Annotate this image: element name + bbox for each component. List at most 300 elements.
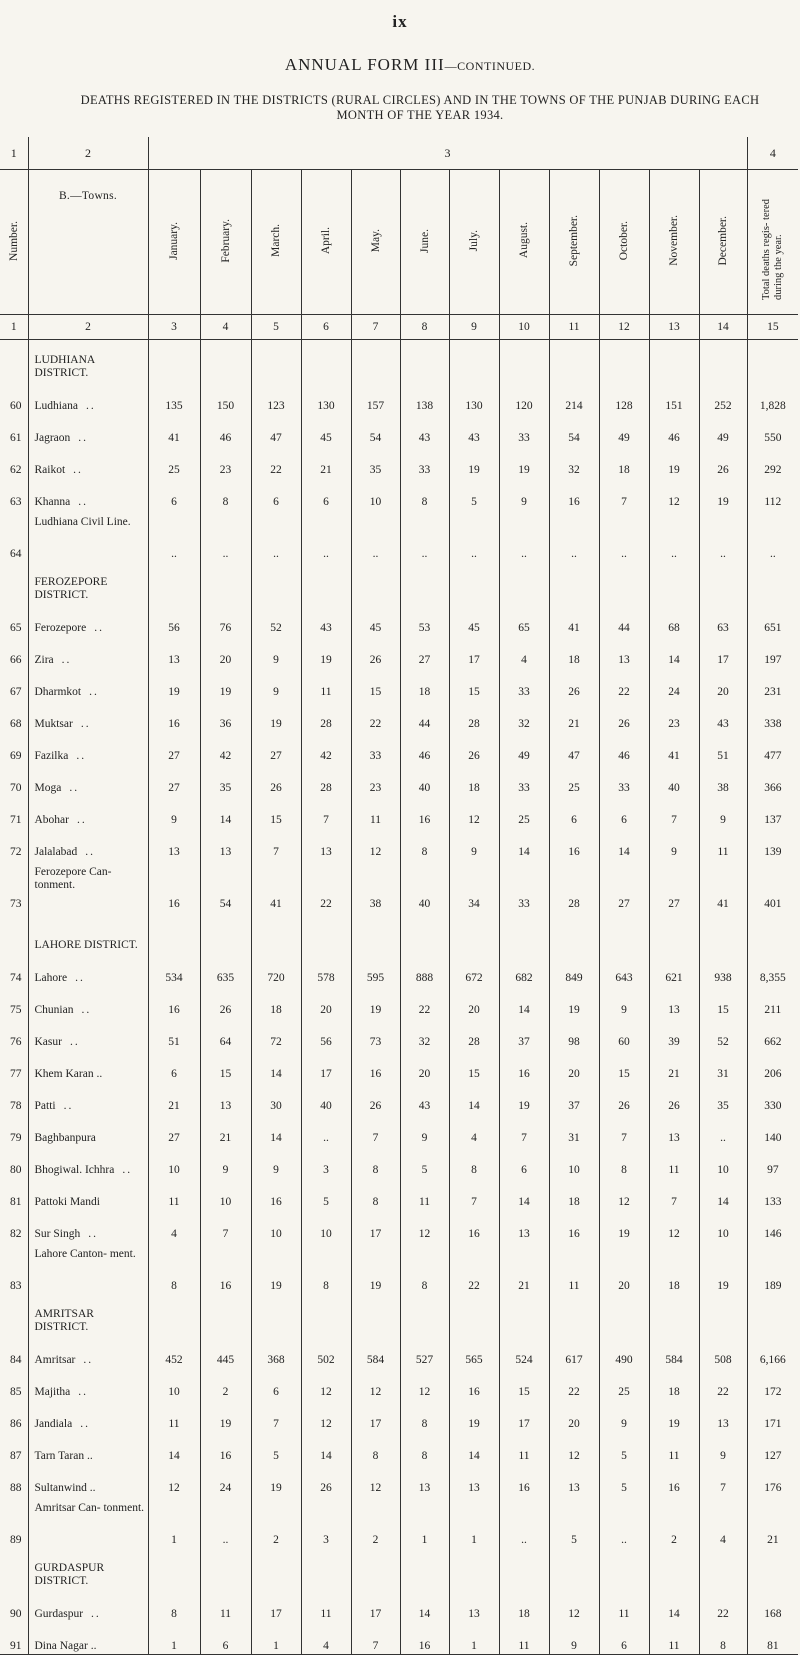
empty-cell bbox=[599, 1548, 649, 1590]
month-value-cell: 7 bbox=[699, 1464, 747, 1496]
empty-cell bbox=[400, 340, 449, 383]
month-value-cell: 19 bbox=[699, 1242, 747, 1294]
month-value-cell: 60 bbox=[599, 1018, 649, 1050]
month-value-cell: 23 bbox=[200, 446, 251, 478]
town-name-cell bbox=[28, 1018, 148, 1050]
empty-cell bbox=[449, 340, 499, 383]
total-value-cell: 168 bbox=[764, 1608, 782, 1620]
row-number-cell: 63 bbox=[0, 478, 28, 510]
month-value-cell: 578 bbox=[301, 954, 351, 986]
total-value-cell: 6,166 bbox=[759, 1354, 786, 1366]
total-value-cell: 550 bbox=[764, 432, 782, 444]
empty-cell bbox=[549, 912, 599, 954]
month-value-cell: 16 bbox=[351, 1050, 400, 1082]
town-name-cell bbox=[28, 796, 148, 828]
leader-dots: .. bbox=[77, 814, 87, 826]
empty-cell bbox=[549, 562, 599, 604]
town-name-cell bbox=[28, 954, 148, 986]
table-row bbox=[0, 414, 798, 446]
town-name: Kasur bbox=[34, 1036, 62, 1048]
month-value-cell: 19 bbox=[549, 986, 599, 1018]
town-name-cell bbox=[28, 828, 148, 860]
month-value-cell: .. bbox=[499, 1496, 549, 1548]
month-value-cell: 27 bbox=[148, 732, 200, 764]
month-value-cell: 3 bbox=[301, 1146, 351, 1178]
month-value-cell: 14 bbox=[400, 1590, 449, 1622]
month-value-cell: 14 bbox=[148, 1432, 200, 1464]
empty-cell bbox=[699, 1548, 747, 1590]
header-december-label: December. bbox=[717, 215, 730, 266]
empty-cell bbox=[251, 1294, 301, 1336]
row-number-cell: 79 bbox=[0, 1114, 28, 1146]
month-value-cell: 18 bbox=[649, 1368, 699, 1400]
month-value-cell: 11 bbox=[499, 1432, 549, 1464]
month-value-cell: 26 bbox=[351, 636, 400, 668]
month-value-cell: 14 bbox=[449, 1432, 499, 1464]
month-value-cell: 34 bbox=[449, 860, 499, 912]
total-value-cell: 8,355 bbox=[759, 972, 786, 984]
month-value-cell: 52 bbox=[251, 604, 301, 636]
month-value-cell: 3 bbox=[301, 1496, 351, 1548]
total-value-cell: 176 bbox=[764, 1482, 782, 1494]
town-name-cell bbox=[28, 1432, 148, 1464]
month-value-cell: 28 bbox=[301, 764, 351, 796]
town-name-cell bbox=[28, 1496, 148, 1548]
month-value-cell: 11 bbox=[200, 1590, 251, 1622]
empty-cell bbox=[549, 1548, 599, 1590]
month-value-cell: 151 bbox=[649, 382, 699, 414]
month-value-cell: 16 bbox=[499, 1050, 549, 1082]
month-value-cell: 25 bbox=[499, 796, 549, 828]
month-value-cell: 33 bbox=[351, 732, 400, 764]
month-value-cell: 18 bbox=[649, 1242, 699, 1294]
index-row bbox=[0, 315, 798, 340]
month-value-cell: 13 bbox=[549, 1464, 599, 1496]
month-value-cell: .. bbox=[499, 510, 549, 562]
month-value-cell: 7 bbox=[351, 1622, 400, 1655]
month-value-cell: 10 bbox=[699, 1146, 747, 1178]
empty-cell bbox=[649, 562, 699, 604]
month-value-cell: 6 bbox=[251, 1368, 301, 1400]
empty-cell bbox=[400, 912, 449, 954]
row-number-cell: 64 bbox=[0, 510, 28, 562]
month-value-cell: 16 bbox=[148, 986, 200, 1018]
month-value-cell: 9 bbox=[599, 1400, 649, 1432]
month-value-cell: 584 bbox=[649, 1336, 699, 1368]
month-value-cell: 45 bbox=[449, 604, 499, 636]
month-value-cell: 13 bbox=[148, 636, 200, 668]
subtitle-line-1: DEATHS REGISTERED IN THE DISTRICTS (RURAL CIRCLES) AND IN THE TOWNS OF THE PUNJAB DURING EACH bbox=[80, 93, 760, 107]
empty-cell bbox=[301, 912, 351, 954]
town-name-cell bbox=[28, 764, 148, 796]
table-subtitle bbox=[40, 93, 800, 123]
month-value-cell: 18 bbox=[599, 446, 649, 478]
month-value-cell: 138 bbox=[400, 382, 449, 414]
header-december bbox=[699, 170, 747, 315]
town-name: Sur Singh bbox=[34, 1228, 81, 1240]
month-value-cell: 37 bbox=[499, 1018, 549, 1050]
month-value-cell: 15 bbox=[499, 1368, 549, 1400]
row-number-cell: 84 bbox=[0, 1336, 28, 1368]
header-may bbox=[351, 170, 400, 315]
month-value-cell: 6 bbox=[599, 796, 649, 828]
month-value-cell: 15 bbox=[200, 1050, 251, 1082]
deaths-table bbox=[0, 137, 798, 1655]
month-value-cell: 135 bbox=[148, 382, 200, 414]
month-value-cell: 7 bbox=[351, 1114, 400, 1146]
town-name-cell bbox=[28, 382, 148, 414]
header-october bbox=[599, 170, 649, 315]
district-heading: FEROZEPORE DISTRICT. bbox=[28, 562, 148, 604]
month-value-cell: 5 bbox=[599, 1432, 649, 1464]
month-value-cell: 17 bbox=[699, 636, 747, 668]
month-value-cell: 22 bbox=[699, 1368, 747, 1400]
month-value-cell: .. bbox=[301, 510, 351, 562]
month-value-cell: 13 bbox=[148, 828, 200, 860]
empty-cell bbox=[200, 1294, 251, 1336]
month-value-cell: .. bbox=[549, 510, 599, 562]
empty-cell bbox=[649, 340, 699, 383]
month-value-cell: 6 bbox=[599, 1622, 649, 1655]
empty-cell bbox=[351, 912, 400, 954]
index-cell: 10 bbox=[499, 315, 549, 340]
month-value-cell: 22 bbox=[699, 1590, 747, 1622]
month-value-cell: .. bbox=[699, 510, 747, 562]
colnum-4: 4 bbox=[747, 137, 798, 170]
town-name-cell bbox=[28, 478, 148, 510]
month-value-cell: 15 bbox=[351, 668, 400, 700]
month-value-cell: 40 bbox=[649, 764, 699, 796]
month-value-cell: .. bbox=[251, 510, 301, 562]
empty-cell bbox=[747, 1548, 798, 1590]
month-value-cell: 19 bbox=[251, 700, 301, 732]
town-name: Jagraon bbox=[34, 432, 71, 444]
index-cell: 15 bbox=[747, 315, 798, 340]
month-value-cell: 565 bbox=[449, 1336, 499, 1368]
empty-cell bbox=[301, 340, 351, 383]
total-value-cell: 477 bbox=[764, 750, 782, 762]
month-value-cell: 15 bbox=[449, 668, 499, 700]
leader-dots: .. bbox=[78, 1386, 89, 1398]
header-march bbox=[251, 170, 301, 315]
month-value-cell: 635 bbox=[200, 954, 251, 986]
row-number-cell: 72 bbox=[0, 828, 28, 860]
month-value-cell: 41 bbox=[549, 604, 599, 636]
form-title-suffix: —CONTINUED. bbox=[444, 59, 536, 73]
header-august bbox=[499, 170, 549, 315]
month-value-cell: 41 bbox=[649, 732, 699, 764]
month-value-cell: 8 bbox=[400, 1432, 449, 1464]
empty-cell bbox=[499, 1548, 549, 1590]
month-value-cell: 16 bbox=[148, 700, 200, 732]
town-name: Amritsar Can- tonment. bbox=[34, 1502, 145, 1514]
row-number-cell: 82 bbox=[0, 1210, 28, 1242]
town-name: Dina Nagar .. bbox=[34, 1640, 97, 1652]
town-name: Jandiala bbox=[34, 1418, 73, 1430]
empty-cell bbox=[649, 912, 699, 954]
month-value-cell: 25 bbox=[599, 1368, 649, 1400]
month-value-cell: 43 bbox=[400, 414, 449, 446]
month-value-cell: 54 bbox=[200, 860, 251, 912]
month-value-cell: .. bbox=[148, 510, 200, 562]
total-value-cell: 1,828 bbox=[759, 400, 786, 412]
table-row bbox=[0, 1622, 798, 1655]
table-row bbox=[0, 1432, 798, 1464]
row-number-cell: 66 bbox=[0, 636, 28, 668]
month-value-cell: 13 bbox=[449, 1590, 499, 1622]
month-value-cell: 65 bbox=[499, 604, 549, 636]
header-june bbox=[400, 170, 449, 315]
month-value-cell: 9 bbox=[549, 1622, 599, 1655]
total-value-cell: 97 bbox=[767, 1164, 779, 1176]
month-value-cell: 26 bbox=[599, 1082, 649, 1114]
month-value-cell: 38 bbox=[351, 860, 400, 912]
table-row bbox=[0, 636, 798, 668]
month-value-cell: 46 bbox=[599, 732, 649, 764]
month-value-cell: 849 bbox=[549, 954, 599, 986]
month-value-cell: 19 bbox=[599, 1210, 649, 1242]
month-value-cell: 7 bbox=[449, 1178, 499, 1210]
header-total bbox=[747, 170, 798, 315]
empty-cell bbox=[351, 340, 400, 383]
town-name-cell bbox=[28, 1590, 148, 1622]
month-value-cell: 16 bbox=[449, 1210, 499, 1242]
month-value-cell: 9 bbox=[148, 796, 200, 828]
total-value-cell: 127 bbox=[764, 1450, 782, 1462]
month-value-cell: 120 bbox=[499, 382, 549, 414]
month-value-cell: 26 bbox=[301, 1464, 351, 1496]
month-value-cell: 19 bbox=[301, 636, 351, 668]
month-value-cell: 8 bbox=[351, 1178, 400, 1210]
town-name-cell bbox=[28, 986, 148, 1018]
empty-cell bbox=[549, 1294, 599, 1336]
month-value-cell: 23 bbox=[351, 764, 400, 796]
leader-dots: .. bbox=[73, 464, 83, 476]
month-value-cell: 17 bbox=[301, 1050, 351, 1082]
table-row bbox=[0, 1590, 798, 1622]
month-value-cell: 8 bbox=[200, 478, 251, 510]
header-november bbox=[649, 170, 699, 315]
index-cell: 1 bbox=[0, 315, 28, 340]
month-value-cell: 28 bbox=[301, 700, 351, 732]
month-value-cell: .. bbox=[699, 1114, 747, 1146]
month-value-cell: 20 bbox=[549, 1400, 599, 1432]
total-value-cell: 139 bbox=[764, 846, 782, 858]
month-value-cell: 6 bbox=[200, 1622, 251, 1655]
table-row bbox=[0, 604, 798, 636]
month-value-cell: 13 bbox=[200, 828, 251, 860]
month-value-cell: 11 bbox=[599, 1590, 649, 1622]
month-value-cell: 47 bbox=[549, 732, 599, 764]
empty-cell bbox=[400, 562, 449, 604]
month-value-cell: 14 bbox=[301, 1432, 351, 1464]
empty-cell bbox=[747, 562, 798, 604]
month-value-cell: 16 bbox=[400, 1622, 449, 1655]
index-cell: 5 bbox=[251, 315, 301, 340]
month-value-cell: 19 bbox=[251, 1242, 301, 1294]
index-cell: 7 bbox=[351, 315, 400, 340]
month-value-cell: 44 bbox=[400, 700, 449, 732]
month-value-cell: 68 bbox=[649, 604, 699, 636]
header-september bbox=[549, 170, 599, 315]
month-value-cell: 1 bbox=[400, 1496, 449, 1548]
empty-cell bbox=[449, 912, 499, 954]
leader-dots: .. bbox=[88, 1228, 98, 1240]
row-number-cell: 91 bbox=[0, 1622, 28, 1655]
table-row bbox=[0, 1050, 798, 1082]
total-value-cell: 112 bbox=[764, 496, 782, 508]
town-name-cell bbox=[28, 446, 148, 478]
month-value-cell: 22 bbox=[549, 1368, 599, 1400]
month-value-cell: 21 bbox=[200, 1114, 251, 1146]
town-name-cell bbox=[28, 1050, 148, 1082]
district-heading: LUDHIANA DISTRICT. bbox=[28, 340, 148, 383]
month-value-cell: 9 bbox=[251, 636, 301, 668]
colnum-1: 1 bbox=[0, 137, 28, 170]
month-value-cell: 14 bbox=[200, 796, 251, 828]
month-value-cell: 15 bbox=[449, 1050, 499, 1082]
month-value-cell: 12 bbox=[649, 478, 699, 510]
month-value-cell: 8 bbox=[599, 1146, 649, 1178]
month-value-cell: 6 bbox=[148, 1050, 200, 1082]
month-value-cell: 13 bbox=[400, 1464, 449, 1496]
month-value-cell: 19 bbox=[649, 1400, 699, 1432]
table-row bbox=[0, 478, 798, 510]
colnum-3: 3 bbox=[148, 137, 747, 170]
month-value-cell: 32 bbox=[400, 1018, 449, 1050]
empty-cell bbox=[747, 340, 798, 383]
leader-dots: .. bbox=[75, 972, 85, 984]
empty-cell bbox=[599, 1294, 649, 1336]
town-name-cell bbox=[28, 700, 148, 732]
empty-cell bbox=[499, 340, 549, 383]
month-value-cell: 16 bbox=[449, 1368, 499, 1400]
row-number-cell: 88 bbox=[0, 1464, 28, 1496]
month-value-cell: 5 bbox=[251, 1432, 301, 1464]
month-value-cell: 11 bbox=[649, 1622, 699, 1655]
empty-cell bbox=[200, 1548, 251, 1590]
month-value-cell: 28 bbox=[449, 1018, 499, 1050]
month-value-cell: 18 bbox=[251, 986, 301, 1018]
town-name-cell bbox=[28, 510, 148, 562]
town-name: Lahore Canton- ment. bbox=[34, 1248, 136, 1260]
month-value-cell: 14 bbox=[599, 828, 649, 860]
town-name-cell bbox=[28, 1368, 148, 1400]
month-value-cell: 16 bbox=[549, 478, 599, 510]
month-value-cell: 16 bbox=[200, 1242, 251, 1294]
total-value-cell: 401 bbox=[764, 898, 782, 910]
town-name: Ferozepore Can- tonment. bbox=[34, 866, 112, 891]
month-value-cell: 6 bbox=[251, 478, 301, 510]
month-value-cell: 13 bbox=[699, 1400, 747, 1432]
town-name: Khanna bbox=[34, 496, 71, 508]
row-number-cell: 90 bbox=[0, 1590, 28, 1622]
month-value-cell: 27 bbox=[400, 636, 449, 668]
form-title bbox=[0, 55, 800, 75]
empty-cell bbox=[449, 1294, 499, 1336]
month-value-cell: 19 bbox=[200, 668, 251, 700]
row-number-cell: 60 bbox=[0, 382, 28, 414]
month-value-cell: 7 bbox=[599, 1114, 649, 1146]
month-value-cell: 35 bbox=[699, 1082, 747, 1114]
month-value-cell: 720 bbox=[251, 954, 301, 986]
month-value-cell: 26 bbox=[449, 732, 499, 764]
month-value-cell: 12 bbox=[351, 1464, 400, 1496]
month-value-cell: 16 bbox=[549, 828, 599, 860]
total-value-cell: .. bbox=[769, 548, 776, 560]
town-name: Jalalabad bbox=[34, 846, 78, 858]
row-number-cell: 86 bbox=[0, 1400, 28, 1432]
index-cell: 13 bbox=[649, 315, 699, 340]
month-value-cell: 21 bbox=[649, 1050, 699, 1082]
empty-cell bbox=[200, 562, 251, 604]
form-title-main: ANNUAL FORM III bbox=[284, 55, 445, 74]
town-name-cell bbox=[28, 860, 148, 912]
month-value-cell: 8 bbox=[449, 1146, 499, 1178]
month-value-cell: 54 bbox=[351, 414, 400, 446]
town-name: Gurdaspur bbox=[34, 1608, 84, 1620]
empty-cell bbox=[449, 562, 499, 604]
month-value-cell: 252 bbox=[699, 382, 747, 414]
month-value-cell: 14 bbox=[251, 1050, 301, 1082]
month-value-cell: 16 bbox=[251, 1178, 301, 1210]
town-name: Khem Karan .. bbox=[34, 1068, 103, 1080]
month-value-cell: 20 bbox=[400, 1050, 449, 1082]
empty-cell bbox=[499, 1294, 549, 1336]
month-value-cell: 21 bbox=[499, 1242, 549, 1294]
month-value-cell: 26 bbox=[549, 668, 599, 700]
month-value-cell: 22 bbox=[251, 446, 301, 478]
month-value-cell: 17 bbox=[449, 636, 499, 668]
town-name-cell bbox=[28, 1242, 148, 1294]
month-value-cell: 19 bbox=[449, 446, 499, 478]
month-value-cell: 19 bbox=[351, 1242, 400, 1294]
month-value-cell: .. bbox=[599, 510, 649, 562]
month-value-cell: 7 bbox=[649, 796, 699, 828]
month-value-cell: 14 bbox=[699, 1178, 747, 1210]
table-row bbox=[0, 860, 798, 912]
leader-dots: .. bbox=[69, 1036, 80, 1048]
total-value-cell: 189 bbox=[764, 1280, 782, 1292]
month-value-cell: 11 bbox=[499, 1622, 549, 1655]
table-row bbox=[0, 986, 798, 1018]
month-value-cell: 41 bbox=[148, 414, 200, 446]
total-value-cell: 137 bbox=[764, 814, 782, 826]
table-row bbox=[0, 1146, 798, 1178]
month-value-cell: 11 bbox=[649, 1146, 699, 1178]
month-value-cell: 40 bbox=[400, 860, 449, 912]
month-value-cell: 17 bbox=[351, 1400, 400, 1432]
row-number-cell: 78 bbox=[0, 1082, 28, 1114]
town-name: Ferozepore bbox=[34, 622, 87, 634]
month-value-cell: 12 bbox=[400, 1210, 449, 1242]
month-value-cell: 31 bbox=[699, 1050, 747, 1082]
month-value-cell: 26 bbox=[251, 764, 301, 796]
table-row bbox=[0, 700, 798, 732]
month-value-cell: 40 bbox=[400, 764, 449, 796]
colnum-2: 2 bbox=[28, 137, 148, 170]
row-number-cell: 65 bbox=[0, 604, 28, 636]
town-name: Dharmkot bbox=[34, 686, 82, 698]
month-value-cell: 27 bbox=[148, 1114, 200, 1146]
month-value-cell: 12 bbox=[351, 828, 400, 860]
empty-cell bbox=[649, 1548, 699, 1590]
month-value-cell: 98 bbox=[549, 1018, 599, 1050]
town-name: Chunian bbox=[34, 1004, 74, 1016]
month-value-cell: 21 bbox=[549, 700, 599, 732]
index-cell: 3 bbox=[148, 315, 200, 340]
month-value-cell: 42 bbox=[301, 732, 351, 764]
